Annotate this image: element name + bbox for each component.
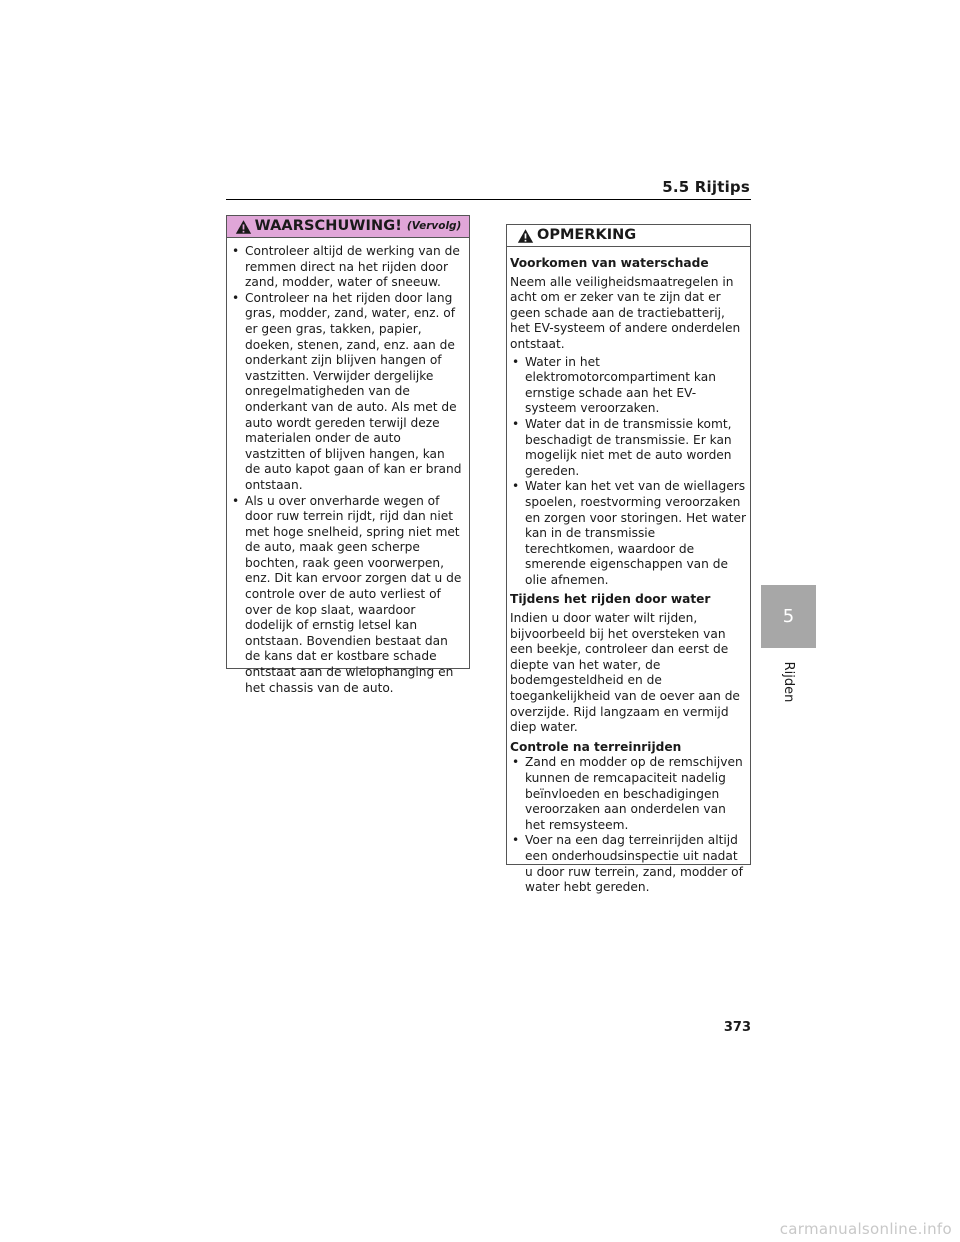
notice-triangle-icon	[517, 228, 534, 244]
notice-title: OPMERKING	[537, 226, 637, 243]
watermark: carmanualsonline.info	[779, 1220, 952, 1238]
list-item: • Water kan het vet van de wiellagers spoelen, roestvorming veroorzaken en zorgen voor storingen. Het water kan in de transmissie terechtkomen, waardoor de smerende eigenschappen van de olie afnemen.	[510, 479, 747, 588]
section-title: 5.5 Rijtips	[662, 178, 750, 196]
list-item: • Water in het elektromotorcompartiment kan ernstige schade aan het EV-systeem veroorzaken.	[510, 355, 747, 417]
warning-title: WAARSCHUWING!	[254, 217, 402, 234]
list-item: • Zand en modder op de remschijven kunnen de remcapaciteit nadelig beïnvloeden en beschadigingen veroorzaken aan onderdelen van het remsysteem.	[510, 755, 747, 833]
page-number: 373	[723, 1020, 751, 1035]
warning-box	[226, 215, 470, 695]
notice-heading-water-damage: Voorkomen van waterschade	[510, 256, 709, 270]
notice-box	[506, 224, 751, 895]
warning-list	[230, 244, 463, 696]
list-item: • Voer na een dag terreinrijden altijd een onderhoudsinspectie uit nadat u door ruw terrein, zand, modder of water hebt gereden.	[510, 833, 747, 895]
notice-heading-driving-through-water: Tijdens het rijden door water	[510, 592, 711, 607]
notice-heading-offroad-check: Controle na terreinrijden	[510, 739, 682, 754]
list-item: • Controleer altijd de werking van de remmen direct na het rijden door zand, modder, water of sneeuw.	[230, 244, 463, 291]
notice-paragraph: Neem alle veiligheidsmaatregelen in acht om er zeker van te zijn dat er geen schade aan de tractiebatterij, het EV-systeem of andere onderdelen ontstaat.	[510, 274, 741, 351]
chapter-tab	[761, 585, 816, 648]
notice-list	[510, 755, 747, 895]
warning-subtitle: (Vervolg)	[406, 219, 462, 232]
warning-header	[227, 216, 469, 238]
notice-body	[507, 247, 750, 896]
notice-list	[510, 355, 747, 589]
warning-triangle-icon	[235, 219, 252, 235]
notice-header	[507, 225, 750, 247]
header-divider	[226, 199, 751, 200]
list-item: • Water dat in de transmissie komt, beschadigt de transmissie. Er kan mogelijk niet met de auto worden gereden.	[510, 417, 747, 479]
chapter-number: 5	[782, 606, 795, 627]
notice-paragraph: Indien u door water wilt rijden, bijvoorbeeld bij het oversteken van een beekje, controleer dan eerst de diepte van het water, de bodemgesteldheid en de toegankelijkheid van de oever aan de overzijde. Rijd langzaam en vermijd diep water.	[510, 611, 740, 735]
warning-body	[227, 238, 469, 696]
list-item: • Als u over onverharde wegen of door ruw terrein rijdt, rijd dan niet met hoge snelheid, spring niet met de auto, maak geen scherpe bochten, raak geen voorwerpen, enz. Dit kan ervoor zorgen dat u de controle over de auto verliest of over de kop slaat, waardoor dodelijk of ernstig letsel kan ontstaan. Bovendien bestaat dan de kans dat er kostbare schade ontstaat aan de wielophanging en het chassis van de auto.	[230, 494, 463, 697]
chapter-label: Rijden	[781, 661, 796, 703]
list-item: • Controleer na het rijden door lang gras, modder, zand, water, enz. of er geen gras, takken, papier, doeken, stenen, zand, enz. aan de onderkant zijn blijven hangen of vastzitten. Verwijder dergelijke onregelmatigheden van de onderkant van de auto. Als met de auto wordt gereden terwijl deze materialen onder de auto vastzitten of blijven hangen, kan de auto kapot gaan of kan er brand ontstaan.	[230, 291, 463, 494]
